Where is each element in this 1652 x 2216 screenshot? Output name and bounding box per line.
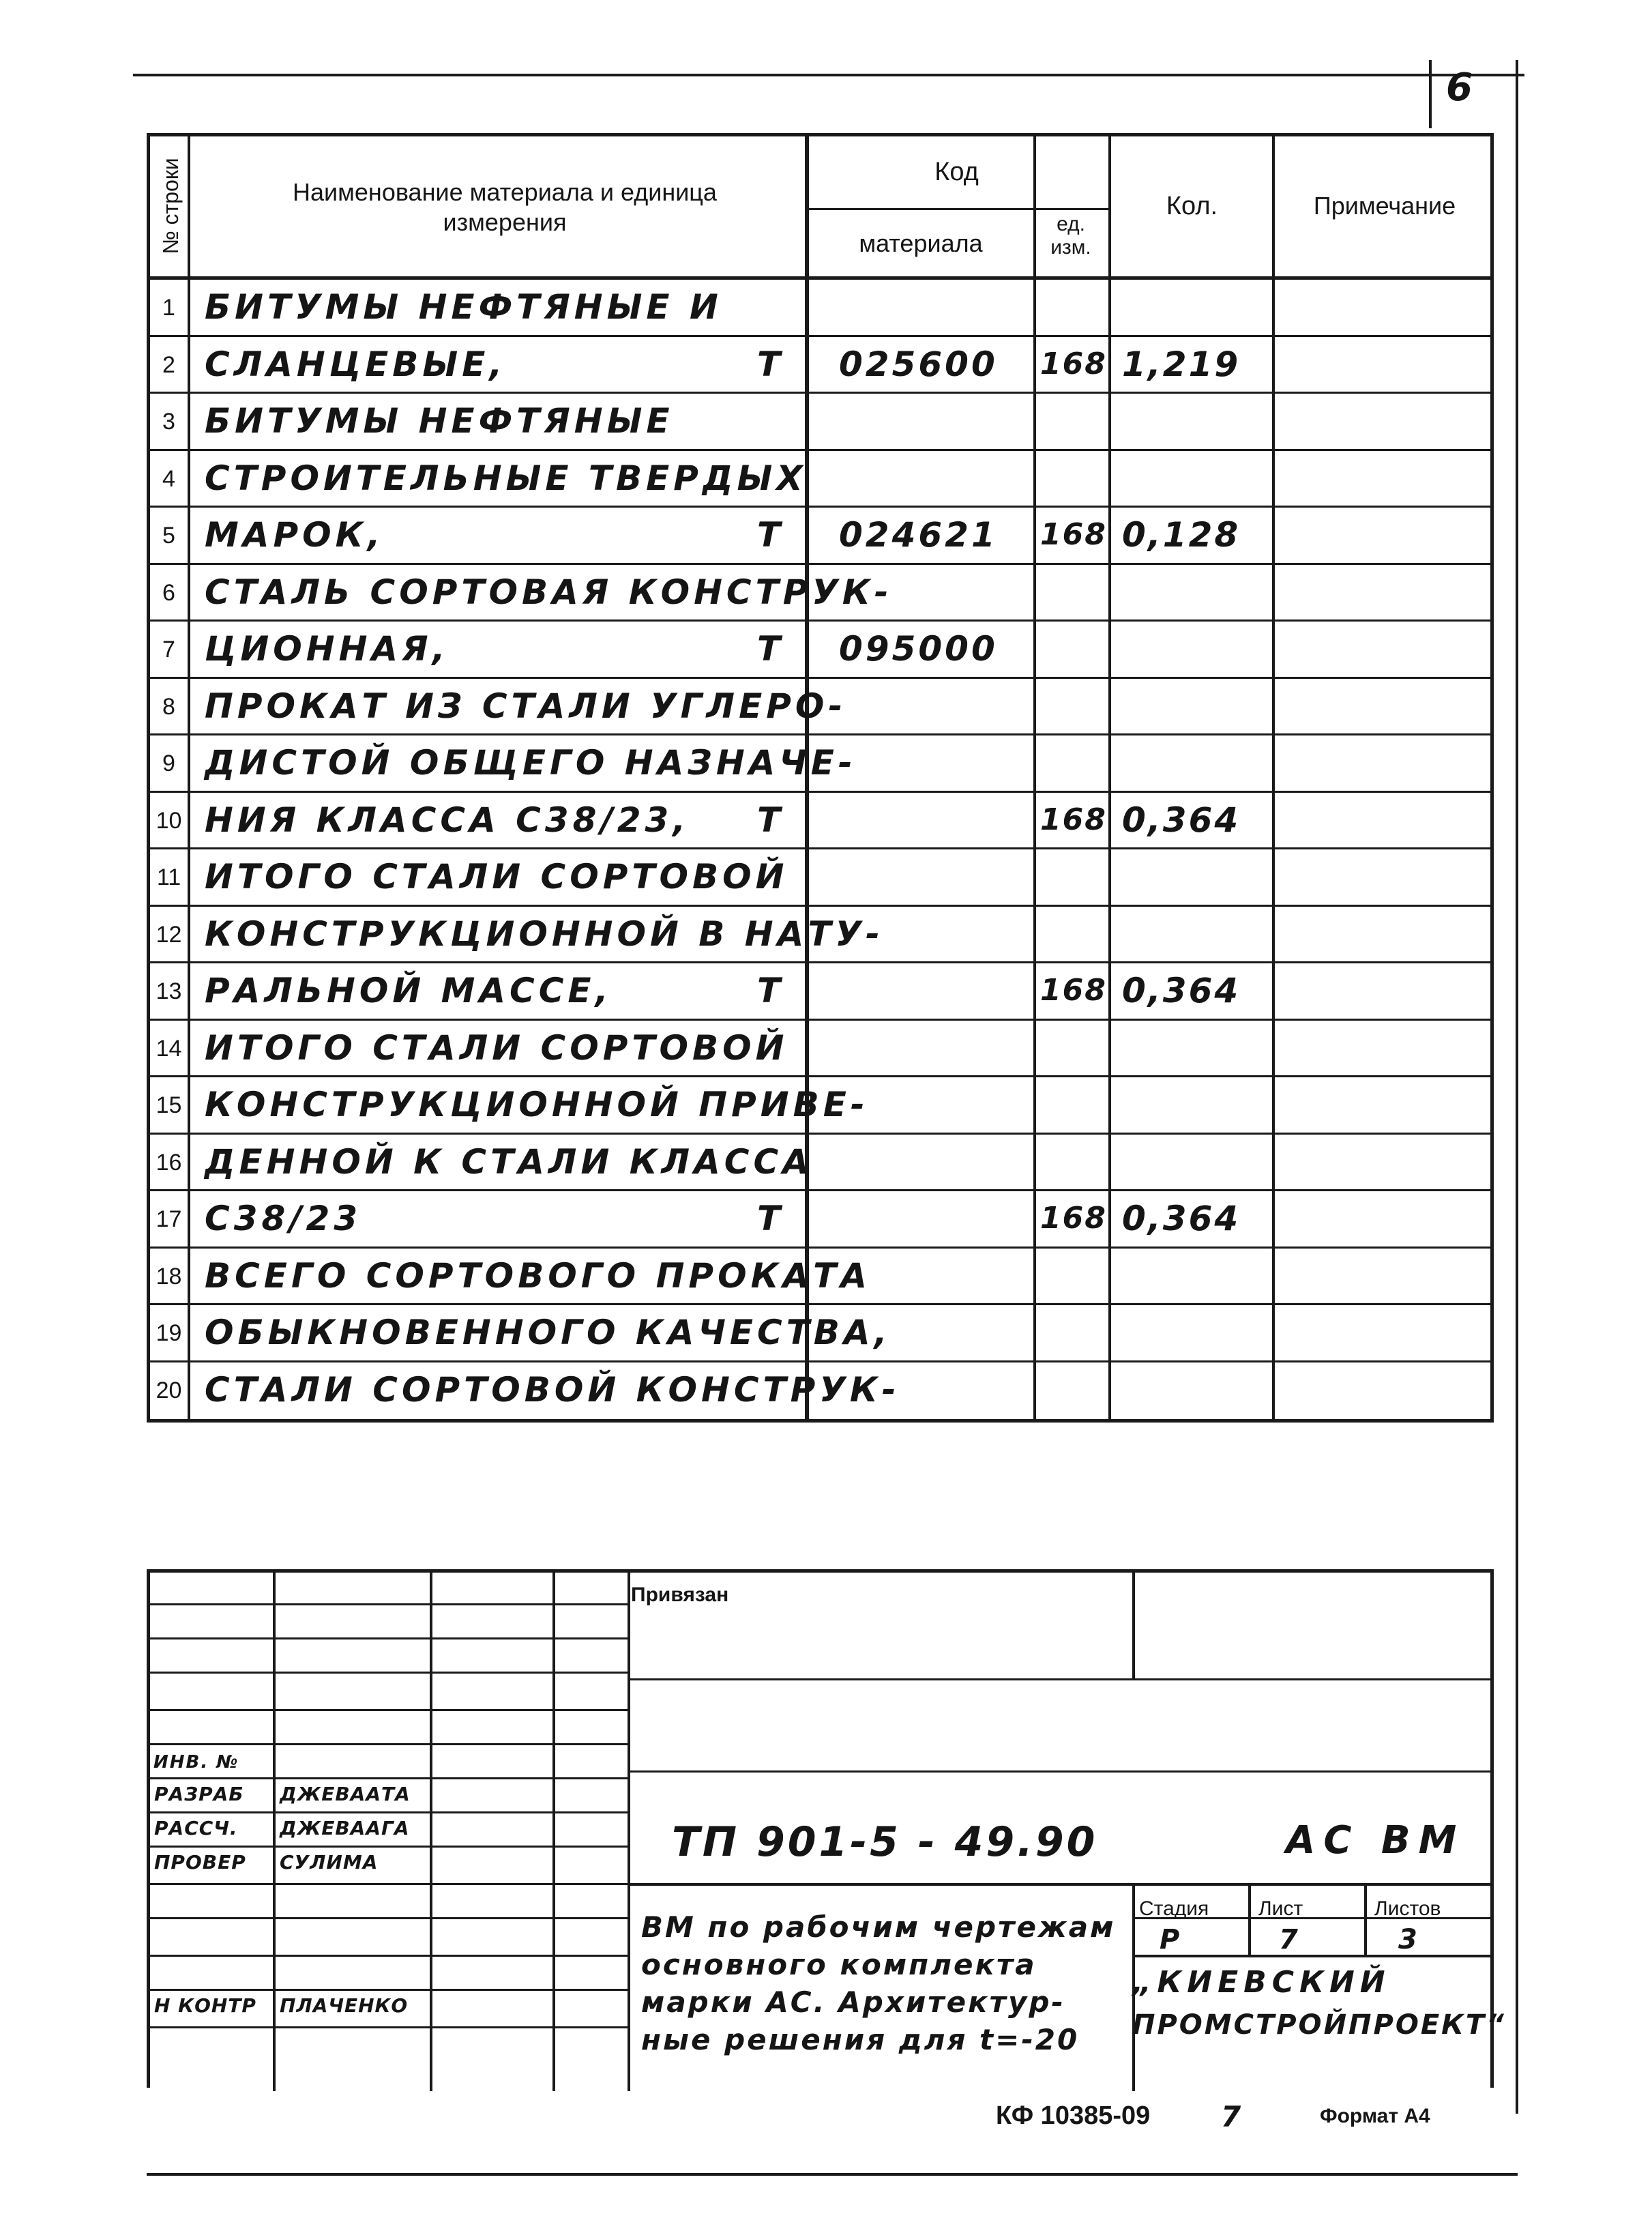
sig-row-line [150,1709,628,1711]
role-label: РАЗРАБ [154,1783,244,1805]
material-name: ИТОГО СТАЛИ СОРТОВОЙ [205,857,788,896]
row-number: 7 [162,637,175,662]
organization-line-2: ПРОМСТРОЙПРОЕКТ“ [1132,2009,1506,2041]
row-number: 1 [162,295,175,321]
sig-row-line [150,1777,628,1779]
row-number: 4 [162,465,175,492]
sig-row-line [150,1846,628,1848]
sheets-col-line [1364,1883,1367,1955]
material-name: РАЛЬНОЙ МАССЕ, [205,971,613,1010]
quantity: 0,128 [1122,515,1241,555]
material-name: КОНСТРУКЦИОННОЙ В НАТУ- [205,914,884,954]
row-number: 13 [156,978,182,1004]
header-code: Код [934,158,979,186]
organization-line-1: „КИЕВСКИЙ [1132,1965,1391,2000]
role-label: РАССЧ. [154,1817,238,1839]
unit: Т [757,800,785,840]
document-code: ТП 901-5 - 49.90 [672,1818,1098,1866]
description-line-2: основного комплекта [641,1948,1037,1981]
role-label: Н КОНТР [154,1994,256,2017]
sig-row-line [150,2026,628,2028]
role-name: ДЖЕВААГА [280,1817,410,1839]
sig-row-line [150,1811,628,1813]
table-row [150,1191,1490,1249]
material-name: ДЕННОЙ К СТАЛИ КЛАССА [205,1141,813,1182]
row-number: 5 [162,523,175,549]
row-number: 3 [162,409,175,435]
header-row-number: № строки [158,158,183,254]
sheet-value: 7 [1279,1924,1302,1955]
role-name: ДЖЕВААТА [280,1783,411,1805]
sheets-label: Листов [1374,1897,1441,1920]
role-name: ПЛАЧЕНКО [280,1994,409,2017]
block-line [628,1770,1494,1773]
table-row [150,565,1490,622]
row-number: 10 [156,807,182,834]
table-row [150,849,1490,907]
sig-row-line [150,1883,628,1885]
material-name: ОБЫКНОВЕННОГО КАЧЕСТВА, [205,1313,891,1352]
material-name: СТАЛЬ СОРТОВАЯ КОНСТРУК- [205,572,893,612]
role-name: СУЛИМА [280,1851,379,1874]
table-row [150,963,1490,1021]
unit: Т [757,971,785,1010]
row-number: 9 [162,750,175,776]
unit-code: 168 [1040,1201,1107,1236]
table-row [150,1305,1490,1362]
material-name: СТАЛИ СОРТОВОЙ КОНСТРУК- [205,1369,900,1410]
table-row [150,1249,1490,1306]
top-frame-line [133,74,1524,76]
table-row [150,1021,1490,1078]
row-number: 12 [156,921,182,948]
material-table [147,133,1494,1423]
material-code: 095000 [839,629,998,669]
material-code: 025600 [839,344,998,384]
unit: Т [757,344,785,384]
table-row [150,735,1490,793]
material-name: ИТОГО СТАЛИ СОРТОВОЙ [205,1027,788,1068]
description-line-1: ВМ по рабочим чертежам [641,1910,1116,1944]
sig-row-line [150,1672,628,1674]
bottom-frame-line [147,2173,1518,2176]
unit-code: 168 [1040,802,1107,837]
row-number: 16 [156,1149,182,1176]
table-row [150,337,1490,394]
quantity: 0,364 [1122,1199,1241,1238]
quantity: 0,364 [1122,971,1241,1010]
row-number: 6 [162,579,175,606]
stage-value: Р [1160,1924,1184,1955]
material-code: 024621 [839,515,998,555]
description-line-3: марки АС. Архитектур- [641,1985,1065,2019]
unit-code: 168 [1040,346,1107,381]
material-name: ВСЕГО СОРТОВОГО ПРОКАТА [205,1255,871,1296]
quantity: 1,219 [1122,344,1241,384]
row-number: 20 [156,1377,182,1403]
sig-col-line [273,1573,276,2091]
inventory-number-label: ИНВ. № [153,1752,239,1773]
table-row [150,451,1490,508]
sheets-value: 3 [1398,1924,1421,1955]
unit-code: 168 [1040,973,1107,1008]
header-code-material: материала [859,229,983,257]
table-row [150,280,1490,337]
material-name: СЛАНЦЕВЫЕ, [205,344,507,384]
sig-col-line [628,1573,630,2091]
sheet-label: Лист [1258,1897,1303,1920]
quantity: 0,364 [1122,800,1241,840]
row-number: 8 [162,693,175,720]
row-number: 19 [156,1320,182,1346]
privyazan-bottom-line [628,1678,1494,1680]
header-note: Примечание [1313,192,1456,220]
table-row [150,622,1490,679]
sig-col-line [430,1573,432,2091]
unit: Т [757,629,785,669]
material-name: С38/23 [205,1199,362,1238]
sig-row-line [150,1743,628,1745]
table-row [150,508,1490,565]
table-row [150,1135,1490,1192]
format-label: Формат А4 [1320,2105,1430,2127]
sig-row-line [150,1603,628,1605]
row-number: 15 [156,1092,182,1118]
material-name: ЦИОННАЯ, [205,629,449,669]
table-row [150,1362,1490,1420]
row-number: 17 [156,1206,182,1232]
table-row [150,679,1490,736]
header-material-name: Наименование материала и единица измерения [293,178,717,236]
unit-code: 168 [1040,517,1107,552]
right-frame-line [1516,60,1518,2114]
sig-row-line [150,1955,628,1957]
material-name: БИТУМЫ НЕФТЯНЫЕ И [205,287,722,327]
page-number: 6 [1446,65,1477,110]
material-name: НИЯ КЛАССА С38/23, [205,800,690,840]
stage-label: Стадия [1139,1897,1209,1920]
table-row [150,907,1490,964]
table-row [150,394,1490,451]
sig-row-line [150,1917,628,1919]
material-name: ПРОКАТ ИЗ СТАЛИ УГЛЕРО- [205,686,847,726]
sig-row-line [150,1989,628,1991]
material-name: МАРОК, [205,515,385,555]
header-quantity: Кол. [1166,192,1218,220]
stage-value-line [1132,1955,1494,1957]
footer-number: 7 [1221,2100,1245,2133]
row-number: 11 [156,864,181,890]
header-code-unit: ед. изм. [1050,213,1091,259]
table-row [150,793,1490,850]
material-name: КОНСТРУКЦИОННОЙ ПРИВЕ- [205,1085,869,1124]
material-name: СТРОИТЕЛЬНЫЕ ТВЕРДЫХ [205,458,807,498]
material-name: ДИСТОЙ ОБЩЕГО НАЗНАЧЕ- [205,743,857,783]
sig-col-line [552,1573,555,2091]
privyazan-label: Привязан [631,1584,729,1606]
row-number: 18 [156,1263,182,1289]
unit: Т [757,1199,785,1238]
footer-code: КФ 10385-09 [996,2101,1151,2130]
row-number: 14 [156,1035,182,1062]
privyazan-divider [1132,1573,1135,1678]
unit: Т [757,515,785,555]
description-line-4: ные решения для t=-20 [641,2023,1080,2056]
title-block [147,1569,1506,2088]
role-label: ПРОВЕР [154,1851,246,1874]
row-number: 2 [162,351,175,378]
document-mark: АС ВМ [1286,1818,1465,1863]
sheet-col-line [1248,1883,1251,1955]
material-name: БИТУМЫ НЕФТЯНЫЕ [205,401,674,441]
table-row [150,1077,1490,1135]
sig-row-line [150,1637,628,1639]
